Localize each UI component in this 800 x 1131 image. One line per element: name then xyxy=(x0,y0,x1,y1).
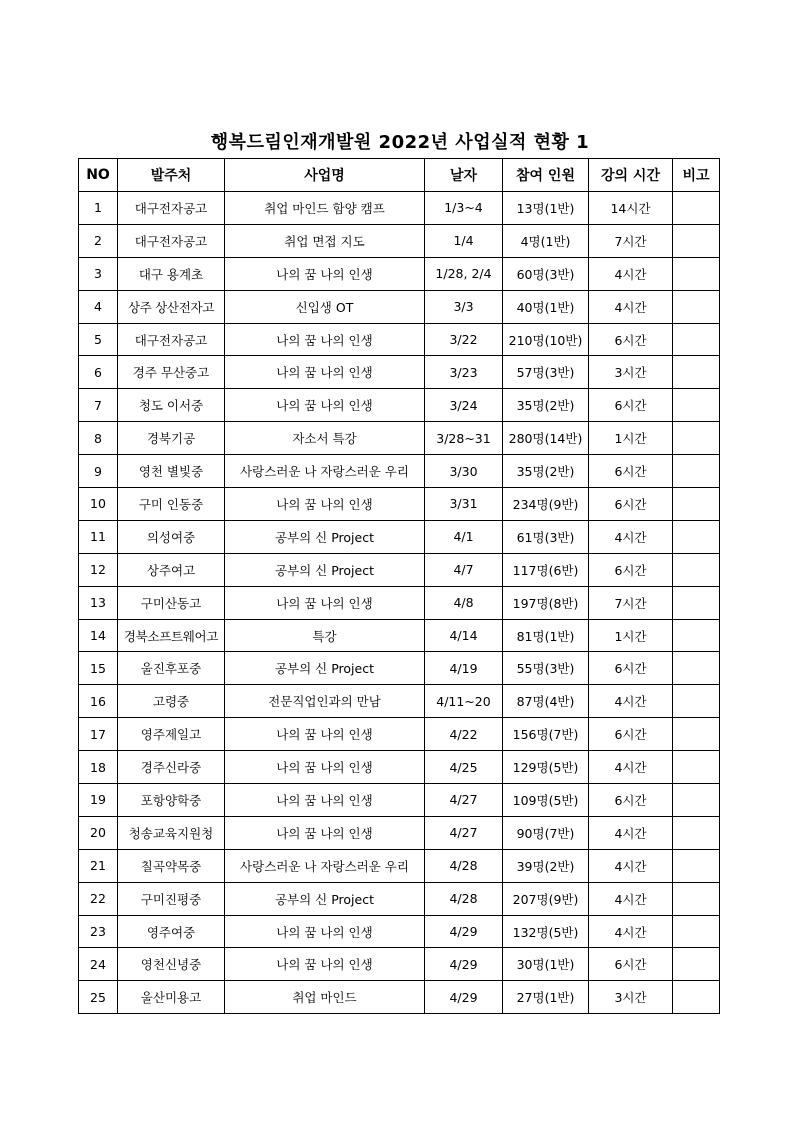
cell-client: 청송교육지원청 xyxy=(118,816,225,849)
table-row xyxy=(79,455,720,488)
cell-program: 공부의 신 Project xyxy=(225,652,425,685)
cell-note xyxy=(673,323,720,356)
cell-participants: 57명(3반) xyxy=(503,356,589,389)
cell-hours: 4시간 xyxy=(589,257,673,290)
cell-client: 경주신라중 xyxy=(118,751,225,784)
cell-program: 나의 꿈 나의 인생 xyxy=(225,389,425,422)
cell-date: 4/29 xyxy=(425,948,503,981)
cell-program: 나의 꿈 나의 인생 xyxy=(225,948,425,981)
table-row xyxy=(79,422,720,455)
cell-program: 나의 꿈 나의 인생 xyxy=(225,751,425,784)
header-date: 날자 xyxy=(425,159,503,192)
cell-date: 4/1 xyxy=(425,520,503,553)
cell-note xyxy=(673,586,720,619)
cell-client: 칠곡약목중 xyxy=(118,849,225,882)
cell-participants: 280명(14반) xyxy=(503,422,589,455)
cell-hours: 6시간 xyxy=(589,718,673,751)
header-no: NO xyxy=(79,159,118,192)
cell-program: 나의 꿈 나의 인생 xyxy=(225,816,425,849)
cell-program: 나의 꿈 나의 인생 xyxy=(225,356,425,389)
table-header-row xyxy=(79,159,720,192)
cell-no: 13 xyxy=(79,586,118,619)
cell-date: 3/28~31 xyxy=(425,422,503,455)
cell-note xyxy=(673,553,720,586)
cell-hours: 7시간 xyxy=(589,586,673,619)
cell-client: 의성여중 xyxy=(118,520,225,553)
cell-date: 4/27 xyxy=(425,784,503,817)
cell-hours: 6시간 xyxy=(589,553,673,586)
cell-hours: 6시간 xyxy=(589,948,673,981)
cell-date: 1/28, 2/4 xyxy=(425,257,503,290)
cell-participants: 61명(3반) xyxy=(503,520,589,553)
cell-program: 취업 마인드 xyxy=(225,981,425,1014)
cell-client: 포항양학중 xyxy=(118,784,225,817)
table-body xyxy=(79,192,720,1014)
table-row xyxy=(79,849,720,882)
table-row xyxy=(79,784,720,817)
cell-participants: 90명(7반) xyxy=(503,816,589,849)
table-row xyxy=(79,553,720,586)
cell-note xyxy=(673,882,720,915)
cell-program: 사랑스러운 나 자랑스러운 우리 xyxy=(225,849,425,882)
cell-hours: 6시간 xyxy=(589,652,673,685)
cell-participants: 109명(5반) xyxy=(503,784,589,817)
table-row xyxy=(79,323,720,356)
cell-date: 1/4 xyxy=(425,224,503,257)
cell-note xyxy=(673,718,720,751)
cell-program: 특강 xyxy=(225,619,425,652)
cell-client: 상주여고 xyxy=(118,553,225,586)
cell-client: 구미 인동중 xyxy=(118,488,225,521)
cell-participants: 60명(3반) xyxy=(503,257,589,290)
cell-no: 23 xyxy=(79,915,118,948)
cell-client: 울산미용고 xyxy=(118,981,225,1014)
cell-hours: 3시간 xyxy=(589,981,673,1014)
cell-no: 16 xyxy=(79,685,118,718)
cell-program: 나의 꿈 나의 인생 xyxy=(225,323,425,356)
cell-hours: 4시간 xyxy=(589,816,673,849)
cell-participants: 132명(5반) xyxy=(503,915,589,948)
cell-date: 4/22 xyxy=(425,718,503,751)
cell-hours: 1시간 xyxy=(589,422,673,455)
cell-note xyxy=(673,224,720,257)
cell-note xyxy=(673,849,720,882)
cell-date: 4/7 xyxy=(425,553,503,586)
cell-note xyxy=(673,192,720,225)
cell-program: 취업 마인드 함양 캠프 xyxy=(225,192,425,225)
cell-program: 나의 꿈 나의 인생 xyxy=(225,718,425,751)
header-note: 비고 xyxy=(673,159,720,192)
cell-note xyxy=(673,290,720,323)
cell-participants: 30명(1반) xyxy=(503,948,589,981)
cell-client: 대구 용계초 xyxy=(118,257,225,290)
cell-date: 4/11~20 xyxy=(425,685,503,718)
cell-no: 11 xyxy=(79,520,118,553)
header-client: 발주처 xyxy=(118,159,225,192)
cell-note xyxy=(673,422,720,455)
cell-participants: 55명(3반) xyxy=(503,652,589,685)
cell-no: 18 xyxy=(79,751,118,784)
cell-no: 4 xyxy=(79,290,118,323)
cell-note xyxy=(673,915,720,948)
header-participants: 참여 인원 xyxy=(503,159,589,192)
cell-note xyxy=(673,257,720,290)
cell-participants: 39명(2반) xyxy=(503,849,589,882)
cell-note xyxy=(673,685,720,718)
cell-client: 청도 이서중 xyxy=(118,389,225,422)
cell-hours: 6시간 xyxy=(589,323,673,356)
table-row xyxy=(79,520,720,553)
table-row xyxy=(79,224,720,257)
cell-no: 7 xyxy=(79,389,118,422)
table-row xyxy=(79,652,720,685)
cell-client: 대구전자공고 xyxy=(118,224,225,257)
cell-no: 8 xyxy=(79,422,118,455)
cell-date: 4/27 xyxy=(425,816,503,849)
cell-program: 나의 꿈 나의 인생 xyxy=(225,915,425,948)
table-row xyxy=(79,192,720,225)
cell-no: 24 xyxy=(79,948,118,981)
cell-date: 3/30 xyxy=(425,455,503,488)
cell-program: 나의 꿈 나의 인생 xyxy=(225,488,425,521)
table-row xyxy=(79,488,720,521)
table-row xyxy=(79,718,720,751)
table-row xyxy=(79,751,720,784)
table-row xyxy=(79,389,720,422)
table-row xyxy=(79,586,720,619)
cell-date: 1/3~4 xyxy=(425,192,503,225)
cell-date: 3/24 xyxy=(425,389,503,422)
cell-participants: 4명(1반) xyxy=(503,224,589,257)
cell-client: 울진후포중 xyxy=(118,652,225,685)
cell-participants: 81명(1반) xyxy=(503,619,589,652)
cell-no: 10 xyxy=(79,488,118,521)
cell-note xyxy=(673,356,720,389)
cell-note xyxy=(673,619,720,652)
cell-hours: 7시간 xyxy=(589,224,673,257)
cell-hours: 4시간 xyxy=(589,849,673,882)
cell-client: 상주 상산전자고 xyxy=(118,290,225,323)
cell-date: 3/23 xyxy=(425,356,503,389)
cell-no: 21 xyxy=(79,849,118,882)
cell-hours: 6시간 xyxy=(589,389,673,422)
cell-date: 3/31 xyxy=(425,488,503,521)
cell-no: 22 xyxy=(79,882,118,915)
cell-client: 대구전자공고 xyxy=(118,323,225,356)
cell-no: 2 xyxy=(79,224,118,257)
cell-hours: 1시간 xyxy=(589,619,673,652)
cell-note xyxy=(673,520,720,553)
cell-participants: 117명(6반) xyxy=(503,553,589,586)
cell-date: 4/28 xyxy=(425,849,503,882)
cell-no: 17 xyxy=(79,718,118,751)
cell-participants: 156명(7반) xyxy=(503,718,589,751)
table-row xyxy=(79,685,720,718)
cell-hours: 4시간 xyxy=(589,915,673,948)
cell-date: 4/19 xyxy=(425,652,503,685)
table-row xyxy=(79,257,720,290)
cell-program: 공부의 신 Project xyxy=(225,882,425,915)
cell-note xyxy=(673,389,720,422)
cell-note xyxy=(673,948,720,981)
cell-no: 6 xyxy=(79,356,118,389)
cell-note xyxy=(673,751,720,784)
cell-note xyxy=(673,652,720,685)
cell-date: 3/22 xyxy=(425,323,503,356)
cell-client: 영천 별빛중 xyxy=(118,455,225,488)
cell-date: 4/29 xyxy=(425,981,503,1014)
cell-date: 3/3 xyxy=(425,290,503,323)
cell-client: 경북소프트웨어고 xyxy=(118,619,225,652)
cell-hours: 4시간 xyxy=(589,290,673,323)
cell-program: 신입생 OT xyxy=(225,290,425,323)
cell-program: 나의 꿈 나의 인생 xyxy=(225,257,425,290)
cell-no: 5 xyxy=(79,323,118,356)
cell-note xyxy=(673,816,720,849)
cell-no: 14 xyxy=(79,619,118,652)
cell-date: 4/14 xyxy=(425,619,503,652)
cell-program: 공부의 신 Project xyxy=(225,553,425,586)
cell-no: 9 xyxy=(79,455,118,488)
cell-client: 경북기공 xyxy=(118,422,225,455)
cell-no: 15 xyxy=(79,652,118,685)
cell-client: 영천신녕중 xyxy=(118,948,225,981)
table-row xyxy=(79,915,720,948)
cell-no: 20 xyxy=(79,816,118,849)
cell-hours: 4시간 xyxy=(589,685,673,718)
table-row xyxy=(79,948,720,981)
cell-program: 취업 면접 지도 xyxy=(225,224,425,257)
cell-participants: 87명(4반) xyxy=(503,685,589,718)
cell-hours: 3시간 xyxy=(589,356,673,389)
cell-hours: 6시간 xyxy=(589,784,673,817)
cell-client: 영주여중 xyxy=(118,915,225,948)
cell-note xyxy=(673,981,720,1014)
cell-participants: 13명(1반) xyxy=(503,192,589,225)
cell-hours: 4시간 xyxy=(589,520,673,553)
cell-program: 나의 꿈 나의 인생 xyxy=(225,586,425,619)
header-hours: 강의 시간 xyxy=(589,159,673,192)
cell-client: 구미진평중 xyxy=(118,882,225,915)
cell-client: 영주제일고 xyxy=(118,718,225,751)
page-title: 행복드림인재개발원 2022년 사업실적 현황 1 xyxy=(210,132,590,153)
cell-program: 전문직업인과의 만남 xyxy=(225,685,425,718)
cell-participants: 234명(9반) xyxy=(503,488,589,521)
cell-participants: 207명(9반) xyxy=(503,882,589,915)
cell-note xyxy=(673,488,720,521)
cell-no: 3 xyxy=(79,257,118,290)
cell-participants: 129명(5반) xyxy=(503,751,589,784)
cell-date: 4/8 xyxy=(425,586,503,619)
table-row xyxy=(79,816,720,849)
cell-hours: 6시간 xyxy=(589,488,673,521)
cell-participants: 35명(2반) xyxy=(503,455,589,488)
cell-date: 4/29 xyxy=(425,915,503,948)
cell-note xyxy=(673,455,720,488)
cell-program: 사랑스러운 나 자랑스러운 우리 xyxy=(225,455,425,488)
cell-program: 나의 꿈 나의 인생 xyxy=(225,784,425,817)
cell-date: 4/25 xyxy=(425,751,503,784)
cell-hours: 4시간 xyxy=(589,882,673,915)
table-row xyxy=(79,981,720,1014)
cell-client: 고령중 xyxy=(118,685,225,718)
performance-table xyxy=(78,158,720,1014)
cell-participants: 197명(8반) xyxy=(503,586,589,619)
cell-no: 1 xyxy=(79,192,118,225)
cell-note xyxy=(673,784,720,817)
table-row xyxy=(79,882,720,915)
cell-participants: 210명(10반) xyxy=(503,323,589,356)
table-row xyxy=(79,290,720,323)
cell-client: 경주 무산중고 xyxy=(118,356,225,389)
header-program: 사업명 xyxy=(225,159,425,192)
cell-client: 대구전자공고 xyxy=(118,192,225,225)
table-row xyxy=(79,619,720,652)
cell-no: 25 xyxy=(79,981,118,1014)
cell-no: 19 xyxy=(79,784,118,817)
cell-participants: 40명(1반) xyxy=(503,290,589,323)
cell-participants: 27명(1반) xyxy=(503,981,589,1014)
cell-client: 구미산동고 xyxy=(118,586,225,619)
cell-program: 공부의 신 Project xyxy=(225,520,425,553)
table-row xyxy=(79,356,720,389)
cell-program: 자소서 특강 xyxy=(225,422,425,455)
cell-participants: 35명(2반) xyxy=(503,389,589,422)
cell-hours: 6시간 xyxy=(589,455,673,488)
cell-hours: 14시간 xyxy=(589,192,673,225)
cell-no: 12 xyxy=(79,553,118,586)
cell-hours: 4시간 xyxy=(589,751,673,784)
cell-date: 4/28 xyxy=(425,882,503,915)
